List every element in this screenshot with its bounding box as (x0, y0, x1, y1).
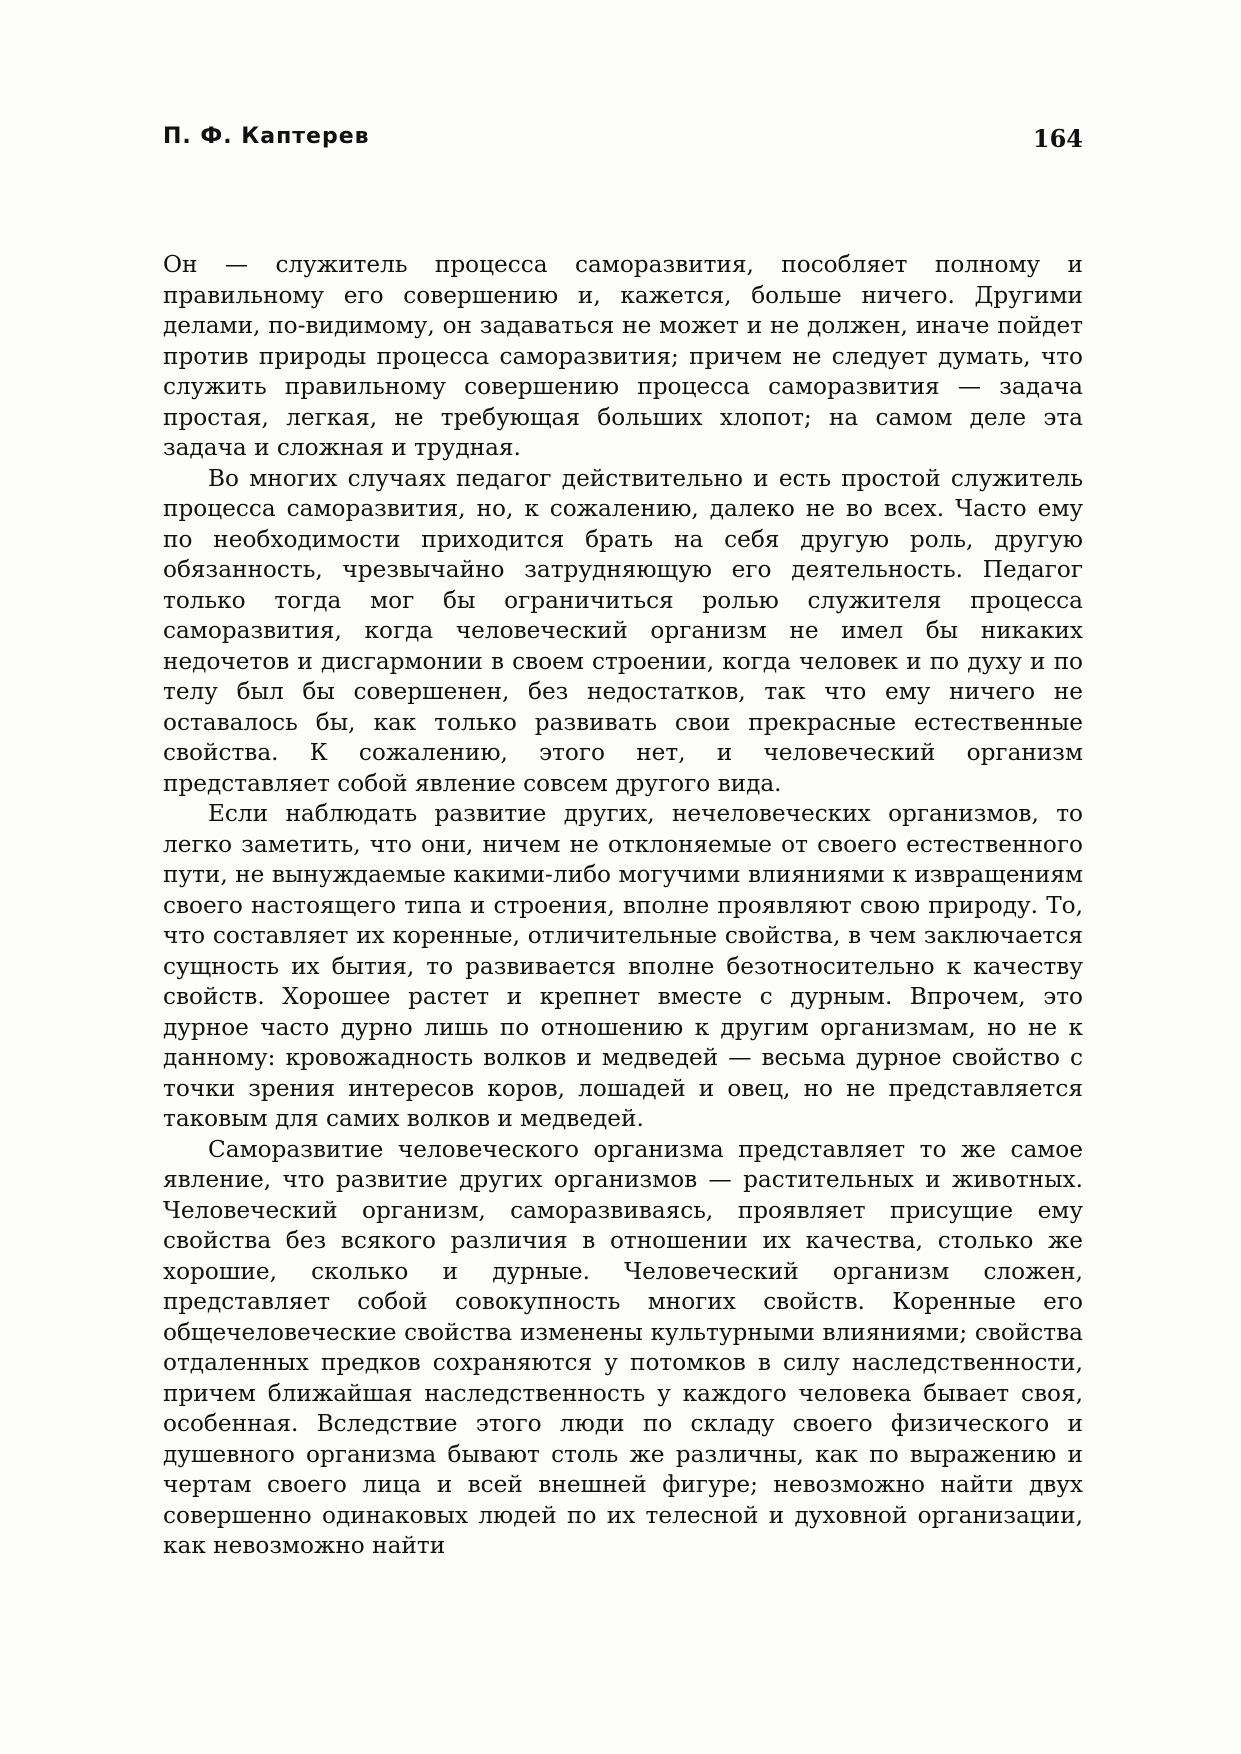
paragraph-4: Саморазвитие человеческого организма представляет то же самое явление, что развитие других организмов — растительных и животных. Человеческий организм, саморазвиваясь, проявляет присущие ему свойства без всякого различия в отношении их качества, столько же хорошие, сколько и дурные. Человеческий организм сложен, представляет собой совокупность многих свойств. Коренные его общечеловеческие свойства изменены культурными влияниями; свойства отдаленных предков сохраняются у потомков в силу наследственности, причем ближайшая наследственность у каждого человека бывает своя, особенная. Вследствие этого люди по складу своего физического и душевного организма бывают столь же различны, как по выражению и чертам своего лица и всей внешней фигуре; невозможно найти двух совершенно одинаковых людей по их телесной и духовной организации, как невозможно найти (163, 1135, 1083, 1559)
running-head: П. Ф. Каптерев (163, 124, 370, 149)
paragraph-1: Он — служитель процесса саморазвития, пособляет полному и правильному его совершению и, кажется, больше ничего. Другими делами, по-видимому, он задаваться не может и не должен, иначе пойдет против природы процесса саморазвития; причем не следует думать, что служить правильному совершению процесса саморазвития — задача простая, легкая, не требующая больших хлопот; на самом деле эта задача и сложная и трудная. (163, 251, 1083, 461)
page-number: 164 (1032, 124, 1083, 153)
paragraph-3: Если наблюдать развитие других, нечеловеческих организмов, то легко заметить, что они, ничем не отклоняемые от своего естественного пути, не вынуждаемые какими-либо могучими влияниями к извращениям своего настоящего типа и строения, вполне проявляют свою природу. То, что составляет их коренные, отличительные свойства, в чем заключается сущность их бытия, то развивается вполне безотносительно к качеству свойств. Хорошее растет и крепнет вместе с дурным. Впрочем, это дурное часто дурно лишь по отношению к другим организмам, но не к данному: кровожадность волков и медведей — весьма дурное свойство с точки зрения интересов коров, лошадей и овец, но не представляется таковым для самих волков и медведей. (163, 800, 1083, 1132)
body-text (163, 250, 1083, 1562)
page-header (163, 124, 1083, 158)
paragraph-2: Во многих случаях педагог действительно и есть простой служитель процесса саморазвития, но, к сожалению, далеко не во всех. Часто ему по необходимости приходится брать на себя другую роль, другую обязанность, чрезвычайно затрудняющую его деятельность. Педагог только тогда мог бы ограничиться ролью служителя процесса саморазвития, когда человеческий организм не имел бы никаких недочетов и дисгармонии в своем строении, когда человек и по духу и по телу был бы совершенен, без недостатков, так что ему ничего не оставалось бы, как только развивать свои прекрасные естественные свойства. К сожалению, этого нет, и человеческий организм представляет собой явление совсем другого вида. (163, 464, 1083, 797)
